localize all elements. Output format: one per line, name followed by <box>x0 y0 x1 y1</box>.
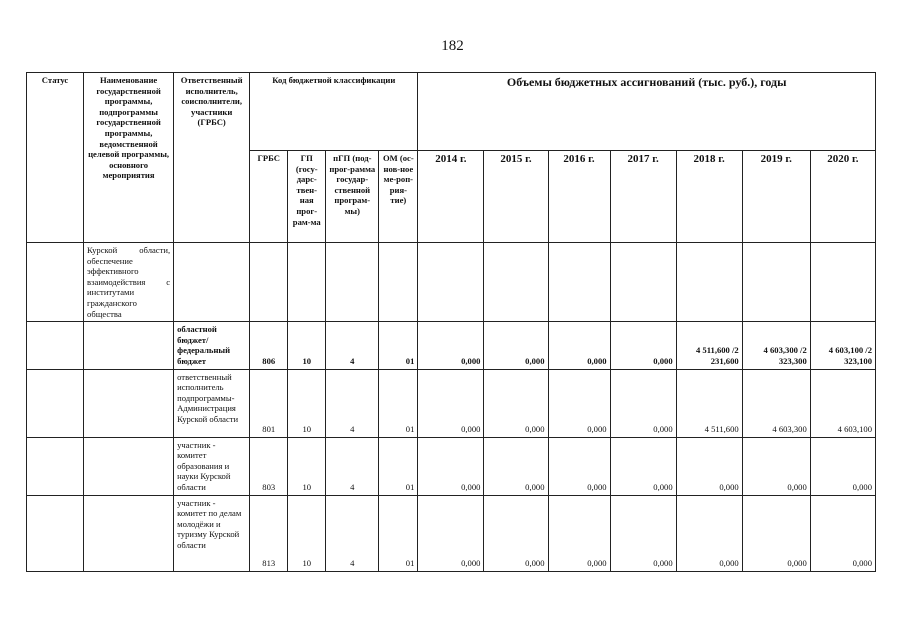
cell-value-2020: 0,000 <box>810 437 875 495</box>
table-row <box>27 243 876 322</box>
cell-om: 01 <box>379 322 418 369</box>
header-year-2015: 2015 г. <box>484 151 548 243</box>
header-code-gp: ГП (госу-дарс-твен-ная прог-рам-ма <box>288 151 326 243</box>
cell-value-2018: 4 511,600 /2 231,600 <box>676 322 742 369</box>
cell-value-2014: 0,000 <box>418 495 484 571</box>
cell-value-2014: 0,000 <box>418 437 484 495</box>
cell-pgp: 4 <box>326 322 379 369</box>
cell-value-2019 <box>742 243 810 322</box>
cell-value-2018: 0,000 <box>676 495 742 571</box>
cell-value-2017: 0,000 <box>610 437 676 495</box>
header-responsible: Ответственный исполнитель, соисполнители, участники (ГРБС) <box>174 73 250 243</box>
cell-om: 01 <box>379 369 418 437</box>
cell-om: 01 <box>379 495 418 571</box>
cell-value-2018 <box>676 243 742 322</box>
cell-value-2015: 0,000 <box>484 322 548 369</box>
cell-program-name <box>84 437 174 495</box>
cell-value-2020: 4 603,100 /2 323,100 <box>810 322 875 369</box>
cell-value-2014 <box>418 243 484 322</box>
cell-gp <box>288 243 326 322</box>
cell-value-2019: 4 603,300 <box>742 369 810 437</box>
cell-value-2014: 0,000 <box>418 322 484 369</box>
cell-pgp: 4 <box>326 495 379 571</box>
cell-value-2015: 0,000 <box>484 437 548 495</box>
cell-responsible <box>174 243 250 322</box>
header-year-2018: 2018 г. <box>676 151 742 243</box>
table-row <box>27 437 876 495</box>
cell-pgp: 4 <box>326 369 379 437</box>
cell-value-2016: 0,000 <box>548 437 610 495</box>
cell-value-2017: 0,000 <box>610 322 676 369</box>
cell-value-2020 <box>810 243 875 322</box>
budget-table <box>26 72 876 572</box>
header-year-2014: 2014 г. <box>418 151 484 243</box>
header-year-2020: 2020 г. <box>810 151 875 243</box>
header-volumes: Объемы бюджетных ассигнований (тыс. руб.), годы <box>418 73 876 151</box>
cell-responsible: участник - комитет по делам молодёжи и туризму Курской области <box>174 495 250 571</box>
cell-grbs: 801 <box>250 369 288 437</box>
cell-value-2016: 0,000 <box>548 369 610 437</box>
cell-gp: 10 <box>288 437 326 495</box>
header-code-om: ОМ (ос-нов-ное ме-роп-рия-тие) <box>379 151 418 243</box>
cell-value-2020: 4 603,100 <box>810 369 875 437</box>
cell-program-name <box>84 369 174 437</box>
cell-status <box>27 495 84 571</box>
cell-status <box>27 437 84 495</box>
header-code-grbs: ГРБС <box>250 151 288 243</box>
cell-grbs <box>250 243 288 322</box>
header-budget-code: Код бюджетной классификации <box>250 73 418 151</box>
cell-value-2015: 0,000 <box>484 495 548 571</box>
cell-status <box>27 369 84 437</box>
header-status: Статус <box>27 73 84 243</box>
cell-status <box>27 322 84 369</box>
cell-responsible: областной бюджет/ федеральный бюджет <box>174 322 250 369</box>
cell-value-2020: 0,000 <box>810 495 875 571</box>
cell-grbs: 803 <box>250 437 288 495</box>
cell-value-2018: 4 511,600 <box>676 369 742 437</box>
cell-pgp <box>326 243 379 322</box>
cell-om <box>379 243 418 322</box>
cell-value-2015: 0,000 <box>484 369 548 437</box>
cell-pgp: 4 <box>326 437 379 495</box>
table-row <box>27 369 876 437</box>
header-code-pgp: пГП (под-прог-рамма государ-ственной програм-мы) <box>326 151 379 243</box>
cell-value-2019: 4 603,300 /2 323,300 <box>742 322 810 369</box>
header-year-2017: 2017 г. <box>610 151 676 243</box>
cell-value-2018: 0,000 <box>676 437 742 495</box>
cell-program-name <box>84 322 174 369</box>
header-year-2016: 2016 г. <box>548 151 610 243</box>
cell-value-2017 <box>610 243 676 322</box>
cell-grbs: 806 <box>250 322 288 369</box>
table-row <box>27 495 876 571</box>
cell-value-2019: 0,000 <box>742 495 810 571</box>
cell-om: 01 <box>379 437 418 495</box>
cell-value-2014: 0,000 <box>418 369 484 437</box>
header-row-1 <box>27 73 876 151</box>
cell-gp: 10 <box>288 322 326 369</box>
cell-value-2015 <box>484 243 548 322</box>
cell-status <box>27 243 84 322</box>
cell-value-2019: 0,000 <box>742 437 810 495</box>
cell-gp: 10 <box>288 495 326 571</box>
table-row <box>27 322 876 369</box>
cell-responsible: участник - комитет образования и науки Курской области <box>174 437 250 495</box>
cell-value-2016: 0,000 <box>548 322 610 369</box>
cell-value-2016 <box>548 243 610 322</box>
header-program-name: Наименование государственной программы, подпрограммы государственной программы, ведомственной целевой программы, основного мероприятия <box>84 73 174 243</box>
cell-grbs: 813 <box>250 495 288 571</box>
cell-responsible: ответственный исполнитель подпрограммы-Администрация Курской области <box>174 369 250 437</box>
cell-value-2017: 0,000 <box>610 495 676 571</box>
cell-program-name: Курской области, обеспечение эффективного взаимодействия с институтами гражданского общества <box>84 243 174 322</box>
cell-gp: 10 <box>288 369 326 437</box>
cell-value-2016: 0,000 <box>548 495 610 571</box>
cell-value-2017: 0,000 <box>610 369 676 437</box>
page-number: 182 <box>441 38 464 54</box>
cell-program-name <box>84 495 174 571</box>
header-year-2019: 2019 г. <box>742 151 810 243</box>
